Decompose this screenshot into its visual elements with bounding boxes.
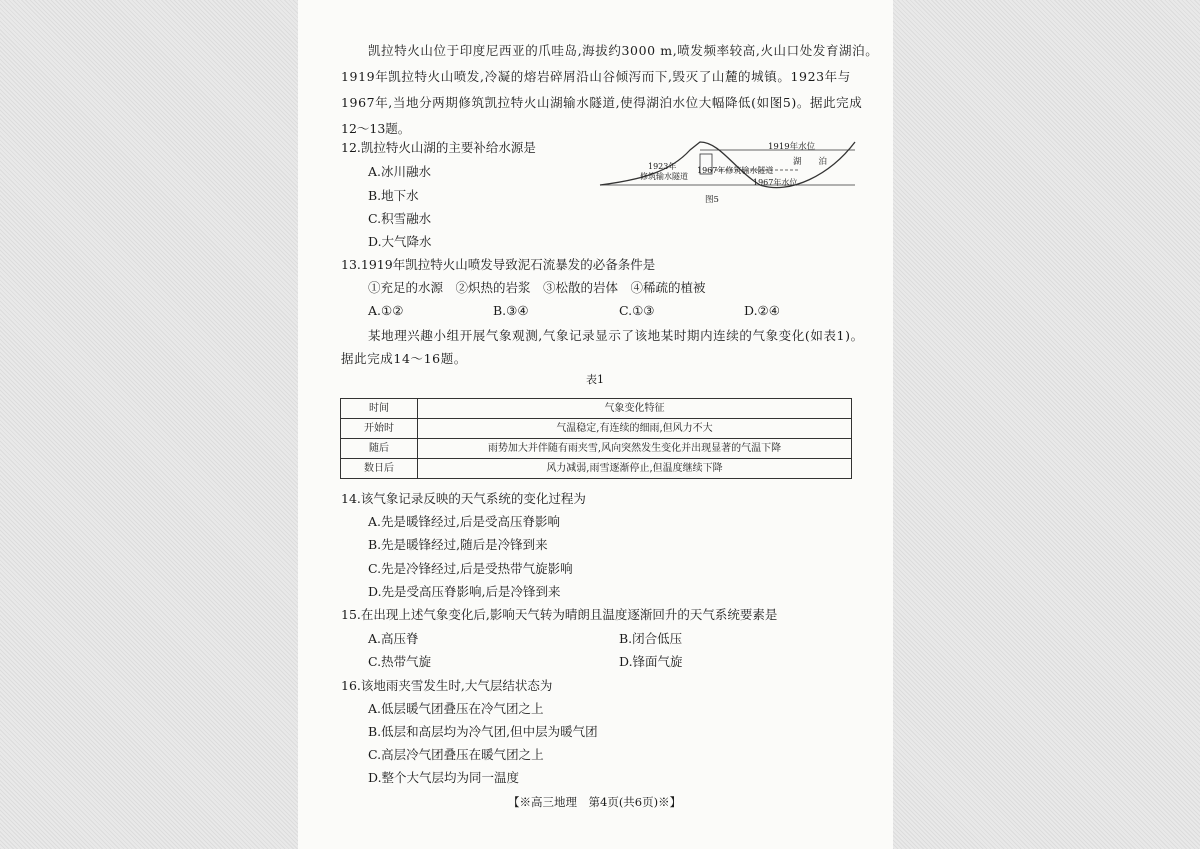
intro1-line2: 1919年凯拉特火山喷发,冷凝的熔岩碎屑沿山谷倾泻而下,毁灭了山麓的城镇。1923年与	[341, 69, 851, 84]
intro1-line1: 凯拉特火山位于印度尼西亚的爪哇岛,海拔约3000 m,喷发频率较高,火山口处发育湖泊。	[368, 43, 879, 58]
q14-option-a: A.先是暖锋经过,后是受高压脊影响	[368, 514, 560, 529]
intro1-line4: 12～13题。	[341, 121, 411, 136]
q12-option-b: B.地下水	[368, 188, 419, 203]
q16-stem: 16.该地雨夹雪发生时,大气层结状态为	[341, 678, 553, 693]
figure-5-caption: 图5	[705, 195, 719, 205]
scan-margin-left	[0, 0, 298, 849]
label-1923-tunnel: 修筑输水隧道	[640, 172, 688, 181]
q13-option-d: D.②④	[744, 303, 780, 318]
figure-5	[560, 130, 860, 210]
table-header-features: 气象变化特征	[418, 399, 852, 419]
q16-option-a: A.低层暖气团叠压在冷气团之上	[368, 701, 544, 716]
label-1923-year: 1923年	[648, 162, 677, 171]
intro2-line2: 据此完成14～16题。	[341, 351, 467, 366]
table-1-title: 表1	[586, 373, 604, 386]
weather-table	[340, 398, 852, 479]
q13-stem: 13.1919年凯拉特火山喷发导致泥石流暴发的必备条件是	[341, 257, 656, 272]
q13-option-c: C.①③	[619, 303, 655, 318]
q15-option-a: A.高压脊	[368, 631, 419, 646]
q13-option-b: B.③④	[493, 303, 529, 318]
q16-option-b: B.低层和高层均为冷气团,但中层为暖气团	[368, 724, 598, 739]
q12-option-a: A.冰川融水	[368, 164, 432, 179]
q16-option-c: C.高层冷气团叠压在暖气团之上	[368, 747, 544, 762]
q12-stem: 12.凯拉特火山湖的主要补给水源是	[341, 140, 536, 155]
table-cell-time: 随后	[341, 439, 418, 459]
intro1-line3: 1967年,当地分两期修筑凯拉特火山湖输水隧道,使得湖泊水位大幅降低(如图5)。据此完成	[341, 95, 863, 110]
table-header-time: 时间	[341, 399, 418, 419]
label-1919-level: 1919年水位	[768, 142, 816, 152]
label-1967-tunnel: 1967年修筑输水隧道	[697, 166, 774, 175]
q12-option-d: D.大气降水	[368, 234, 432, 249]
q14-stem: 14.该气象记录反映的天气系统的变化过程为	[341, 491, 586, 506]
q15-option-c: C.热带气旋	[368, 654, 432, 669]
q16-option-d: D.整个大气层均为同一温度	[368, 770, 520, 785]
label-1967-level: 1967年水位	[753, 178, 798, 187]
scan-margin-right	[893, 0, 1200, 849]
table-cell-feature: 雨势加大并伴随有雨夹雪,风向突然发生变化并出现显著的气温下降	[418, 439, 852, 459]
q13-items: ①充足的水源 ②炽热的岩浆 ③松散的岩体 ④稀疏的植被	[368, 280, 706, 295]
q15-stem: 15.在出现上述气象变化后,影响天气转为晴朗且温度逐渐回升的天气系统要素是	[341, 607, 778, 622]
q14-option-b: B.先是暖锋经过,随后是冷锋到来	[368, 537, 548, 552]
q13-option-a: A.①②	[368, 303, 404, 318]
q14-option-d: D.先是受高压脊影响,后是冷锋到来	[368, 584, 561, 599]
table-cell-feature: 气温稳定,有连续的细雨,但风力不大	[418, 419, 852, 439]
table-cell-time: 数日后	[341, 459, 418, 479]
q14-option-c: C.先是冷锋经过,后是受热带气旋影响	[368, 561, 573, 576]
q15-option-d: D.锋面气旋	[619, 654, 683, 669]
table-cell-feature: 风力减弱,雨雪逐渐停止,但温度继续下降	[418, 459, 852, 479]
table-cell-time: 开始时	[341, 419, 418, 439]
page-footer: 【※高三地理 第4页(共6页)※】	[508, 795, 682, 809]
q15-option-b: B.闭合低压	[619, 631, 683, 646]
intro2-line1: 某地理兴趣小组开展气象观测,气象记录显示了该地某时期内连续的气象变化(如表1)。	[368, 328, 864, 343]
table-row	[341, 459, 852, 479]
label-lake: 湖 泊	[793, 157, 828, 167]
q12-option-c: C.积雪融水	[368, 211, 432, 226]
table-header-row	[341, 399, 852, 419]
table-row	[341, 439, 852, 459]
table-row	[341, 419, 852, 439]
